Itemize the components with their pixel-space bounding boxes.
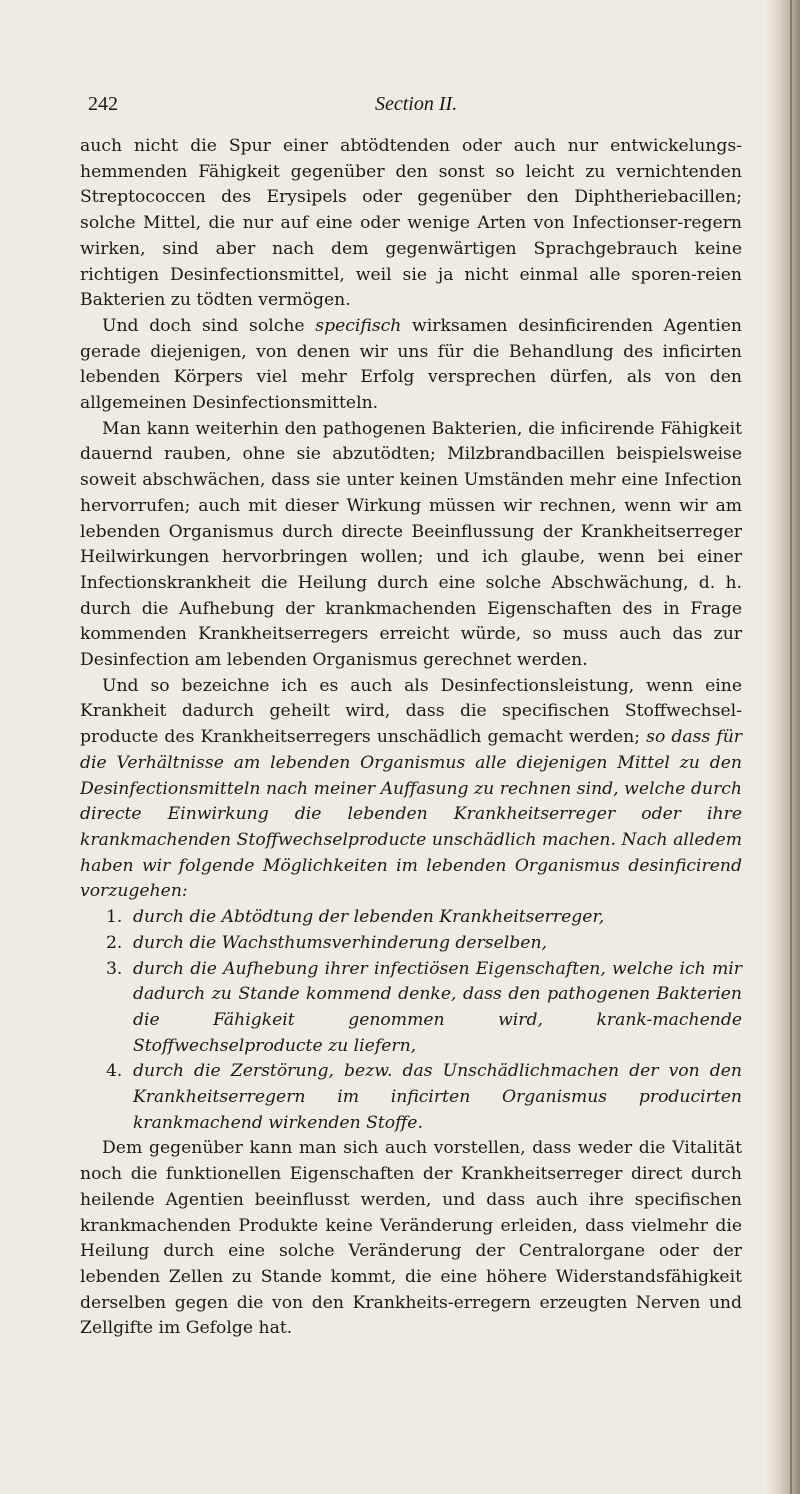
list-item <box>80 931 742 957</box>
paragraph-4 <box>80 674 742 905</box>
list-item-number: 2. <box>106 932 123 953</box>
book-page <box>80 92 742 1342</box>
list-item-text: durch die Zerstörung, bezw. das Unschädlichmachen der von den Krankheitserregern im inficirten Organismus producirten krankmachend wirkenden Stoffe. <box>133 1061 742 1133</box>
list-item-number: 4. <box>106 1061 123 1082</box>
paragraph-2 <box>80 314 742 417</box>
paragraph-3: Man kann weiterhin den pathogenen Bakterien, die inficirende Fähigkeit dauernd rauben, ohne sie abzutödten; Milzbrandbacillen beispielsweise soweit abschwächen, dass sie unter keinen Umständen mehr eine Infection hervorrufen; auch mit dieser Wirkung müssen wir rechnen, wenn wir am lebenden Organismus durch directe Beeinflussung der Krankheitserreger Heilwirkungen hervorbringen wollen; und ich glaube, wenn bei einer Infectionskrankheit die Heilung durch eine solche Abschwächung, d. h. durch die Aufhebung der krankmachenden Eigenschaften des in Frage kommenden Krankheitserregers erreicht würde, so muss auch das zur Desinfection am lebenden Organismus gerechnet werden. <box>80 418 742 671</box>
list-item <box>80 1059 742 1136</box>
paragraph-5: Dem gegenüber kann man sich auch vorstellen, dass weder die Vitalität noch die funktionellen Eigenschaften der Krankheitserreger direct durch heilende Agentien beeinflusst werden, und dass auch ihre specifischen krankmachenden Produkte keine Veränderung erleiden, dass vielmehr die Heilung durch eine solche Veränderung der Centralorgane oder der lebenden Zellen zu Stande kommt, die eine höhere Widerstandsfähigkeit derselben gegen die von den Krankheits-erregern erzeugten Nerven und Zellgifte im Gefolge hat. <box>80 1138 742 1339</box>
list-item-text: durch die Aufhebung ihrer infectiösen Eigenschaften, welche ich mir dadurch zu Stande kommend denke, dass den pathogenen Bakterien die Fähigkeit genommen wird, krank-machende Stoffwechselproducte zu liefern, <box>133 958 742 1056</box>
list-item-text: durch die Abtödtung der lebenden Krankheitserreger, <box>133 907 605 928</box>
paragraph-4-italic: so dass für die Verhältnisse am lebenden Organismus alle diejenigen Mittel zu den Desinfectionsmitteln nach meiner Auffasung zu rechnen sind, welche durch directe Einwirkung die lebenden Krankheitserreger oder ihre krankmachenden Stoffwechselproducte unschädlich machen. Nach alledem haben wir folgende Möglichkeiten im lebenden Organismus desinficirend vorzugehen: <box>80 727 742 902</box>
page-edge-shadow <box>766 0 800 1494</box>
list-item <box>80 957 742 1060</box>
paragraph-1: auch nicht die Spur einer abtödtenden oder auch nur entwickelungs-hemmenden Fähigkeit gegenüber den sonst so leicht zu vernichtenden Streptococcen des Erysipels oder gegenüber den Diphtheriebacillen; solche Mittel, die nur auf eine oder wenige Arten von Infectionser-regern wirken, sind aber nach dem gegenwärtigen Sprachgebrauch keine richtigen Desinfectionsmittel, weil sie ja nicht einmal alle sporen-reien Bakterien zu tödten vermögen. <box>80 136 742 311</box>
list-item-number: 3. <box>106 958 123 979</box>
running-header <box>80 92 742 124</box>
page-edge-line <box>790 0 792 1494</box>
paragraph-4-start: Und so bezeichne ich es auch als Desinfectionsleistung, wenn eine Krankheit dadurch geheilt wird, dass die specifischen Stoffwechsel-producte des Krankheitserregers unschädlich gemacht werden; <box>80 675 742 748</box>
paragraph-2-end: wirksamen desinficirenden Agentien gerade diejenigen, von denen wir uns für die Behandlung des inficirten lebenden Körpers viel mehr Erfolg versprechen dürfen, als von den allgemeinen Desinfectionsmitteln. <box>80 315 742 414</box>
list-item-number: 1. <box>106 907 123 928</box>
possibilities-list <box>80 905 742 1136</box>
page-number: 242 <box>88 93 118 115</box>
paragraph-2-start: Und doch sind solche <box>102 315 316 336</box>
list-item <box>80 905 742 931</box>
paragraph-2-italic: specifisch <box>315 315 402 336</box>
list-item-text: durch die Wachsthumsverhinderung derselben, <box>133 932 547 953</box>
section-title: Section II. <box>375 93 458 115</box>
